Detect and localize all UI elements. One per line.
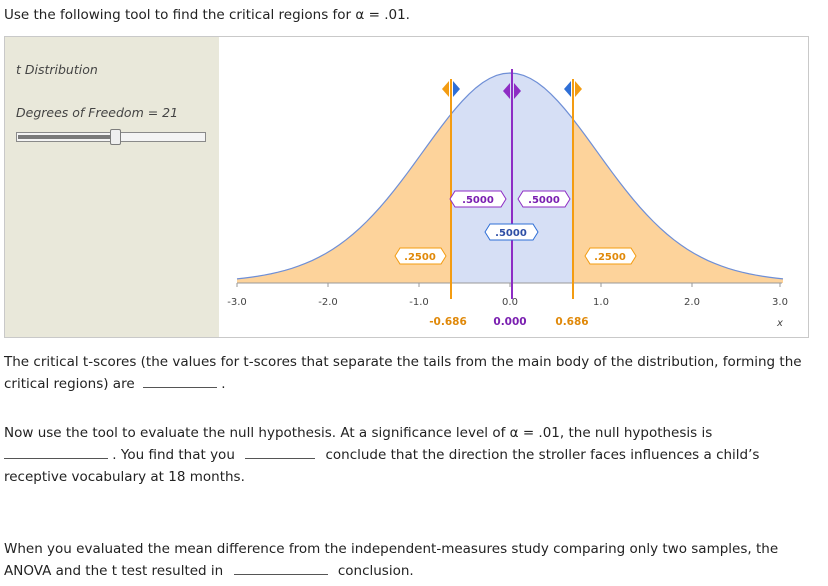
question-anova-comparison: [4, 538, 814, 582]
question-alpha-intro: [4, 4, 410, 26]
question-text-suffix: = .01.: [364, 7, 410, 23]
question-text: When you evaluated the mean difference from the independent-measures study comparing only two samples, the: [4, 541, 779, 557]
conclusion-ability-dropdown[interactable]: [245, 445, 315, 459]
tick-label: 1.0: [593, 297, 609, 308]
left-half-area-box: [450, 191, 506, 207]
tick-label: 0.0: [502, 297, 518, 308]
question-critical-scores: [4, 351, 804, 395]
degrees-of-freedom-label: Degrees of Freedom = 21: [16, 105, 179, 120]
tick-label: -3.0: [227, 297, 247, 308]
tick-label: 3.0: [772, 297, 788, 308]
question-null-hypothesis: [4, 422, 804, 488]
alpha-symbol: α: [355, 7, 365, 23]
right-half-area-box: [518, 191, 570, 207]
question-text-suffix: = .01, the null hypothesis is: [518, 425, 713, 441]
question-text: conclusion.: [337, 563, 414, 579]
svg-text:.5000: .5000: [528, 195, 560, 206]
svg-text:.2500: .2500: [594, 252, 626, 263]
critical-scores-answer-dropdown[interactable]: [143, 374, 217, 388]
question-text: The critical t-scores (the values for t-scores that separate the tails from the main body of the distribution, forming the critical regions) are: [4, 354, 802, 392]
tick-label: -2.0: [318, 297, 338, 308]
question-text: Now use the tool to evaluate the null hypothesis. At a significance level of: [4, 425, 510, 441]
center-area-box: [485, 224, 538, 240]
center-value: 0.000: [493, 316, 527, 328]
t-distribution-tool: [4, 36, 809, 338]
svg-text:.5000: .5000: [495, 228, 527, 239]
anova-t-test-conclusion-dropdown[interactable]: [234, 561, 328, 575]
right-critical-value: 0.686: [555, 316, 589, 328]
left-tail-area-box: [395, 248, 446, 264]
t-distribution-chart: [5, 37, 810, 339]
left-critical-value: -0.686: [429, 316, 467, 328]
question-text: receptive vocabulary at 18 months.: [4, 469, 245, 485]
svg-text:.5000: .5000: [462, 195, 494, 206]
null-hypothesis-decision-dropdown[interactable]: [4, 445, 108, 459]
question-text: Use the following tool to find the critical regions for: [4, 7, 356, 23]
question-text: conclude that the direction the stroller faces influences a child’s: [325, 447, 760, 463]
tick-label: 2.0: [684, 297, 700, 308]
alpha-symbol: α: [509, 425, 519, 441]
distribution-label: t Distribution: [16, 62, 98, 77]
question-text: ANOVA and the t test resulted in: [4, 563, 224, 579]
question-text: . You find that you: [112, 447, 235, 463]
tick-label: -1.0: [409, 297, 429, 308]
svg-text:.2500: .2500: [404, 252, 436, 263]
x-axis-label: x: [777, 318, 783, 329]
period: .: [221, 376, 226, 392]
right-tail-area-box: [585, 248, 636, 264]
